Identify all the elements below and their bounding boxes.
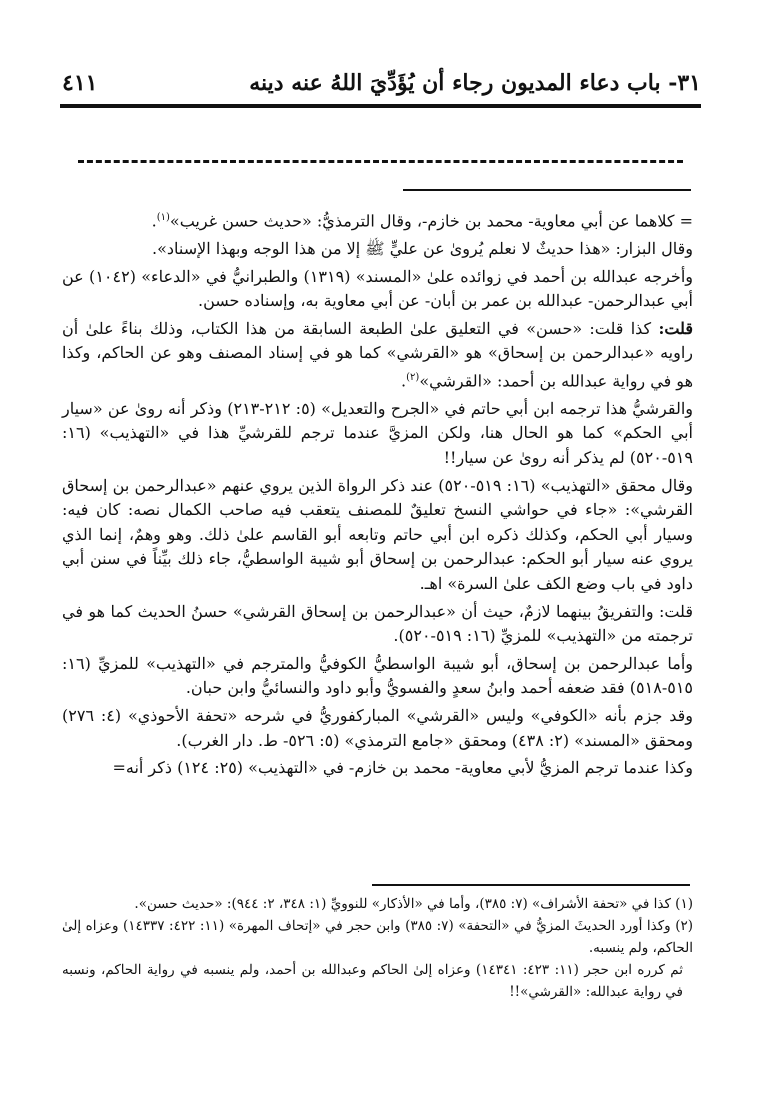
page-header	[62, 70, 701, 100]
top-separator	[403, 189, 691, 191]
dashed-divider	[78, 160, 683, 163]
footnote-ref: (٢)	[406, 371, 420, 383]
paragraph: قلت: كذا قلت: «حسن» في التعليق علىٰ الطبعة السابقة من هذا الكتاب، وذلك بناءً علىٰ أن راويه «عبدالرحمن بن إسحاق» هو «القرشي» كما هو في إسناد المصنف وهو عن الحاكم، وكذا هو في رواية عبدالله بن أحمد: «القرشي»$^{(٢)}$.	[62, 318, 693, 391]
paragraph: وأخرجه عبدالله بن أحمد في زوائده علىٰ «المسند» (١٣١٩) والطبرانيُّ في «الدعاء» (١٠٤٢) عن أبي عبدالرحمن- عبدالله بن عمر بن أبان- عن أبي معاوية به، وإسناده حسن.	[62, 266, 693, 311]
footnote-separator	[372, 884, 690, 886]
header-rule	[60, 104, 701, 108]
paragraph: والقرشيُّ هذا ترجمه ابن أبي حاتم في «الجرح والتعديل» (٥: ٢١٢-٢١٣) وذكر أنه روىٰ عن «سيار أبي الحكم» كما هو الحال هنا، ولكن المزيَّ عندما ترجم للقرشيِّ هذا في «التهذيب» (١٦: ٥١٩-٥٢٠) لم يذكر أنه روىٰ عن سيار!!	[62, 398, 694, 467]
chapter-title: ٣١- باب دعاء المديون رجاء أن يُؤَدِّيَ اللهُ عنه دينه	[249, 70, 701, 96]
footnote-1: (١) كذا في «تحفة الأشراف» (٧: ٣٨٥)، وأما في «الأذكار» للنوويِّ (١: ٣٤٨، ٢: ٩٤٤): «حديث حسن».	[134, 896, 693, 912]
paragraph: وقال محقق «التهذيب» (١٦: ٥١٩-٥٢٠) عند ذكر الرواة الذين يروي عنهم «عبدالرحمن بن إسحاق القرشي»: «جاء في حواشي النسخ تعليقٌ للمصنف يتعقب فيه صاحب الكمال نصه: كان فيه: وسيار أبي الحكم، وكذلك ذكره ابن أبي حاتم وتابعه أبو القاسم علىٰ ذلك. وهو وهمٌ، إنما الذي يروي عنه سيار أبو الحكم: عبدالرحمن بن إسحاق أبو شيبة الواسطيُّ، جاء ذلك بيِّناً في سنن أبي داود في باب وضع الكف علىٰ السرة» اهـ.	[62, 475, 693, 593]
paragraph: وكذا عندما ترجم المزيُّ لأبي معاوية- محمد بن خازم- في «التهذيب» (٢٥: ١٢٤) ذكر أنه=	[112, 758, 693, 778]
qultu-label: قلت:	[658, 318, 693, 338]
paragraph: = كلاهما عن أبي معاوية- محمد بن خازم-، وقال الترمذيُّ: «حديث حسن غريب»$^{(١)}$.	[151, 211, 693, 231]
paragraph: وأما عبدالرحمن بن إسحاق، أبو شيبة الواسطيُّ الكوفيُّ والمترجم في «التهذيب» للمزيِّ (١٦: ٥١٥-٥١٨) فقد ضعفه أحمد وابنُ سعدٍ والفسويُّ وأبو داود والنسائيُّ وابن حبان.	[62, 653, 693, 698]
paragraph: وقد جزم بأنه «الكوفي» وليس «القرشي» المباركفوريُّ في شرحه «تحفة الأحوذي» (٤: ٢٧٦) ومحقق «المسند» (٢: ٤٣٨) ومحقق «جامع الترمذي» (٥: ٥٢٦- ط. دار الغرب).	[62, 705, 693, 750]
footnote-2: (٢) وكذا أورد الحديثَ المزيُّ في «التحفة» (٧: ٣٨٥) وابن حجر في «إتحاف المهرة» (١١: ٤٢٢: ١٤٣٣٧) وعزاه إلىٰ الحاكم، ولم ينسبه.	[62, 918, 694, 956]
footnote-ref: (١)	[156, 212, 170, 223]
paragraph: وقال البزار: «هذا حديثٌ لا نعلم يُروىٰ عن عليٍّ ﷺ إلا من هذا الوجه وبهذا الإسناد».	[152, 238, 693, 258]
page-number: ٤١١	[62, 70, 98, 96]
paragraph: قلت: والتفريقُ بينهما لازمٌ، حيث أن «عبدالرحمن بن إسحاق القرشي» حسنُ الحديث كما هو في ترجمته من «التهذيب» للمزيِّ (١٦: ٥١٩-٥٢٠).	[62, 601, 693, 646]
body-text	[62, 206, 693, 784]
footnote-2-continued: ثم كرره ابن حجر (١١: ٤٢٣: ١٤٣٤١) وعزاه إلىٰ الحاكم وعبدالله بن أحمد، ولم ينسبه في رواية الحاكم، ونسبه في رواية عبدالله: «القرشي»!!	[62, 962, 684, 1000]
footnotes	[62, 893, 693, 1003]
